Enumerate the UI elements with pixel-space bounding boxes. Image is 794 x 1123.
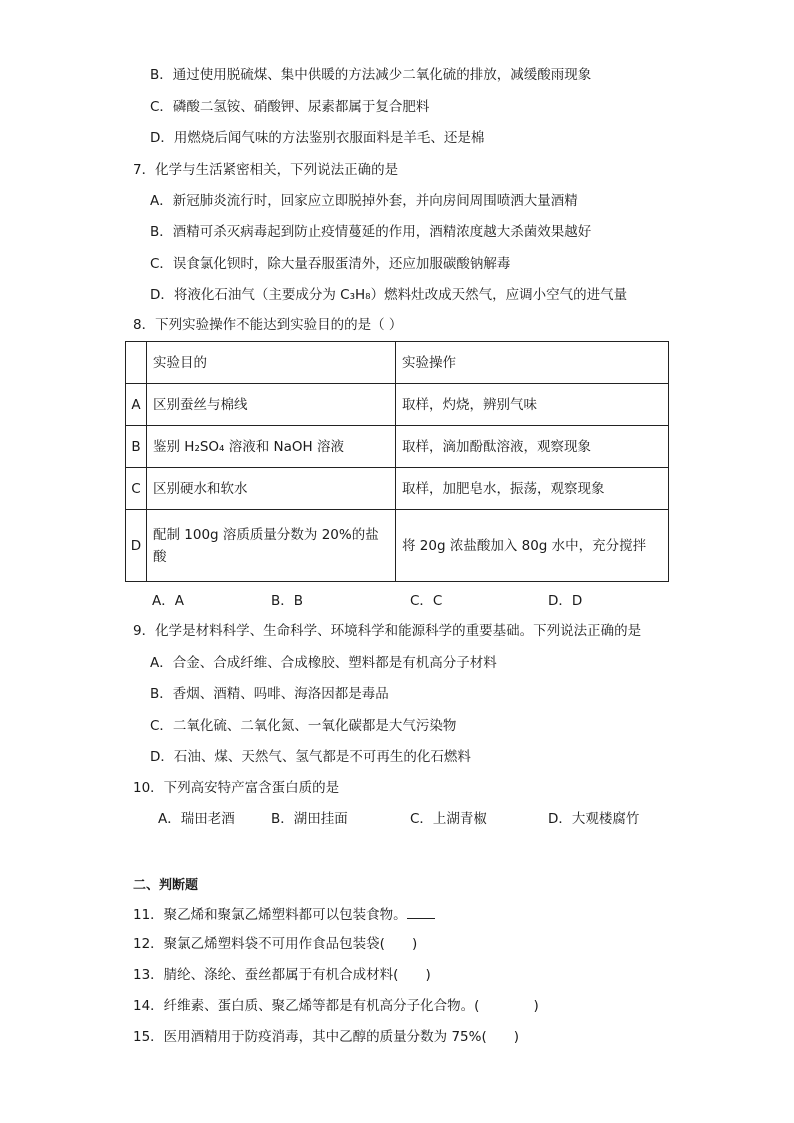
q10-option-b: B．湖田挂面 [271, 811, 348, 827]
judge-item-text: 11．聚乙烯和聚氯乙烯塑料都可以包装食物。 [133, 907, 407, 923]
judge-item-14: 14．纤维素、蛋白质、聚乙烯等都是有机高分子化合物。( ) [133, 998, 539, 1014]
table-row [126, 426, 669, 468]
q10-option-c: C．上湖青椒 [410, 811, 487, 827]
q7-option-c: C．误食氯化钡时，除大量吞服蛋清外，还应加服碳酸钠解毒 [150, 256, 511, 272]
q7-stem: 7．化学与生活紧密相关，下列说法正确的是 [133, 162, 399, 178]
q10-option-a: A．瑞田老酒 [158, 811, 235, 827]
table-cell: B [126, 426, 147, 468]
q6-option-b: B．通过使用脱硫煤、集中供暖的方法减少二氧化硫的排放，减缓酸雨现象 [150, 67, 592, 83]
judge-item-11 [133, 904, 435, 924]
table-cell: 区别硬水和软水 [147, 468, 396, 510]
table-row [126, 468, 669, 510]
q9-stem: 9．化学是材料科学、生命科学、环境科学和能源科学的重要基础。下列说法正确的是 [133, 623, 642, 639]
table-header-cell [126, 342, 147, 384]
q6-option-c: C．磷酸二氢铵、硝酸钾、尿素都属于复合肥料 [150, 99, 430, 115]
q9-option-d: D．石油、煤、天然气、氢气都是不可再生的化石燃料 [150, 749, 471, 765]
answer-blank[interactable] [407, 904, 435, 919]
table-cell: 鉴别 H₂SO₄ 溶液和 NaOH 溶液 [147, 426, 396, 468]
table-cell: D [126, 510, 147, 582]
q8-option-b: B．B [271, 593, 304, 609]
judge-item-15: 15．医用酒精用于防疫消毒，其中乙醇的质量分数为 75%( ) [133, 1029, 520, 1045]
table-cell: 取样，滴加酚酞溶液，观察现象 [396, 426, 669, 468]
table-row [126, 510, 669, 582]
q6-option-d: D．用燃烧后闻气味的方法鉴别衣服面料是羊毛、还是棉 [150, 130, 485, 146]
table-header-cell: 实验目的 [147, 342, 396, 384]
table-cell: 取样，灼烧，辨别气味 [396, 384, 669, 426]
q7-option-a: A．新冠肺炎流行时，回家应立即脱掉外套，并向房间周围喷洒大量酒精 [150, 193, 578, 209]
q9-option-c: C．二氧化硫、二氧化氮、一氧化碳都是大气污染物 [150, 718, 457, 734]
section-title: 二、判断题 [133, 878, 199, 893]
q8-option-a: A．A [152, 593, 184, 609]
table-cell: A [126, 384, 147, 426]
table-cell: 配制 100g 溶质质量分数为 20%的盐酸 [147, 510, 396, 582]
table-row [126, 384, 669, 426]
table-cell: 将 20g 浓盐酸加入 80g 水中，充分搅拌 [396, 510, 669, 582]
q8-option-c: C．C [410, 593, 443, 609]
q9-option-a: A．合金、合成纤维、合成橡胶、塑料都是有机高分子材料 [150, 655, 497, 671]
q8-option-d: D．D [548, 593, 583, 609]
table-cell: 区别蚕丝与棉线 [147, 384, 396, 426]
q10-option-d: D．大观楼腐竹 [548, 811, 640, 827]
q8-stem: 8．下列实验操作不能达到实验目的的是（ ） [133, 317, 403, 333]
table-header-row [126, 342, 669, 384]
q7-option-d: D．将液化石油气（主要成分为 C₃H₈）燃料灶改成天然气，应调小空气的进气量 [150, 287, 628, 303]
q7-option-b: B．酒精可杀灭病毒起到防止疫情蔓延的作用，酒精浓度越大杀菌效果越好 [150, 224, 592, 240]
q9-option-b: B．香烟、酒精、吗啡、海洛因都是毒品 [150, 686, 389, 702]
judge-item-13: 13．腈纶、涤纶、蚕丝都属于有机合成材料( ) [133, 967, 431, 983]
table-header-cell: 实验操作 [396, 342, 669, 384]
table-cell: C [126, 468, 147, 510]
judge-item-12: 12．聚氯乙烯塑料袋不可用作食品包装袋( ) [133, 936, 418, 952]
table-cell: 取样，加肥皂水，振荡，观察现象 [396, 468, 669, 510]
q8-experiment-table [125, 341, 669, 582]
q10-stem: 10．下列高安特产富含蛋白质的是 [133, 780, 340, 796]
